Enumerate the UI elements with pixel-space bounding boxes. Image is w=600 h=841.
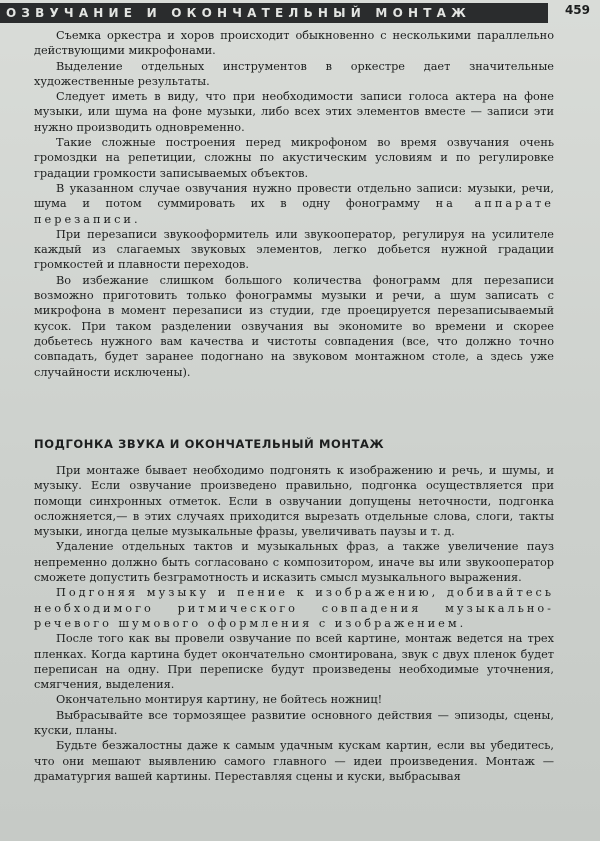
section1-body [34,28,554,380]
paragraph: Будьте безжалостны даже к самым удачным кускам картин, если вы убедитесь, что они мешают выявлению самого главного — идеи произведения. Монтаж — драматургия вашей картины. Переставляя сцены и куски, выбрасывая [34,739,554,783]
page-number: 459 [564,3,590,17]
section-heading: ПОДГОНКА ЗВУКА И ОКОНЧАТЕЛЬНЫЙ МОНТАЖ [34,437,385,451]
paragraph [34,181,554,227]
paragraph-text: В указанном случае озвучания нужно провести отдельно записи: музыки, речи, шума и потом суммировать их в одну фонограмму [34,181,554,211]
paragraph: Такие сложные построения перед микрофоном во время озвучания очень громоздки на репетиции, сложны по акустическим условиям и по регулировке градации громкости записываемых объектов. [34,136,554,180]
paragraph: Окончательно монтируя картину, не бойтесь ножниц! [56,693,383,707]
paragraph: Удаление отдельных тактов и музыкальных фраз, а также увеличение пауз непременно должно быть согласовано с композитором, иначе вы или звукооператор сможете допустить безграмотность и исказить смысл музыкального выражения. [34,540,554,585]
paragraph: Следует иметь в виду, что при необходимости записи голоса актера на фоне музыки, или шума на фоне музыки, либо всех этих элементов вместе — записи эти нужно производить одновременно. [34,90,554,134]
paragraph: При монтаже бывает необходимо подгонять к изображению и речь, и шумы, и музыку. Если озвучание произведено правильно, подгонка осуществляется при помощи синхронных отметок. Если в озвучании допущены неточности, подгонка осложняется,— в этих случаях приходится вырезать отдельные слова, слоги, такты музыки, иногда целые музыкальные фразы, увеличивать паузы и т. д. [34,464,554,539]
emphasized-paragraph: Подгоняя музыку и пение к изображению, добивайтесь необходимого ритмического совпадения музыкально-речевого шумового оформления с изображением. [34,586,554,630]
paragraph: Выделение отдельных инструментов в оркестре дает значительные художественные результаты. [34,59,554,88]
paragraph: После того как вы провели озвучание по всей картине, монтаж ведется на трех пленках. Когда картина будет окончательно смонтирована, звук с двух пленок будет переписан на одну. При переписке будут произведены необходимые уточнения, смягчения, выделения. [34,632,554,692]
paragraph: Во избежание слишком большого количества фонограмм для перезаписи возможно приготовить только фонограммы музыки и речи, а шум записать с микрофона в момент перезаписи из студии, где проецируется перезаписываемый кусок. При таком разделении озвучания вы экономите во времени и скорее добьетесь нужного вам качества и чистоты совпадения (все, что должно точно совпадать, будет заранее подогнано на звуковом монтажном столе, а здесь уже случайности исключены). [34,273,554,379]
paragraph: При перезаписи звукооформитель или звукооператор, регулируя на усилителе каждый из слагаемых звуковых элементов, легко добьется нужной градации громкостей и плавности переходов. [34,227,554,272]
emphasized-text: на аппарате перезаписи. [34,197,554,226]
running-header [0,0,600,26]
running-header-title: ОЗВУЧАНИЕ И ОКОНЧАТЕЛЬНЫЙ МОНТАЖ [0,3,548,23]
paragraph: Выбрасывайте все тормозящее развитие основного действия — эпизоды, сцены, куски, планы. [34,708,554,738]
paragraph: Съемка оркестра и хоров происходит обыкновенно с несколькими параллельно действующими микрофонами. [34,29,554,58]
section2-body [34,463,554,784]
